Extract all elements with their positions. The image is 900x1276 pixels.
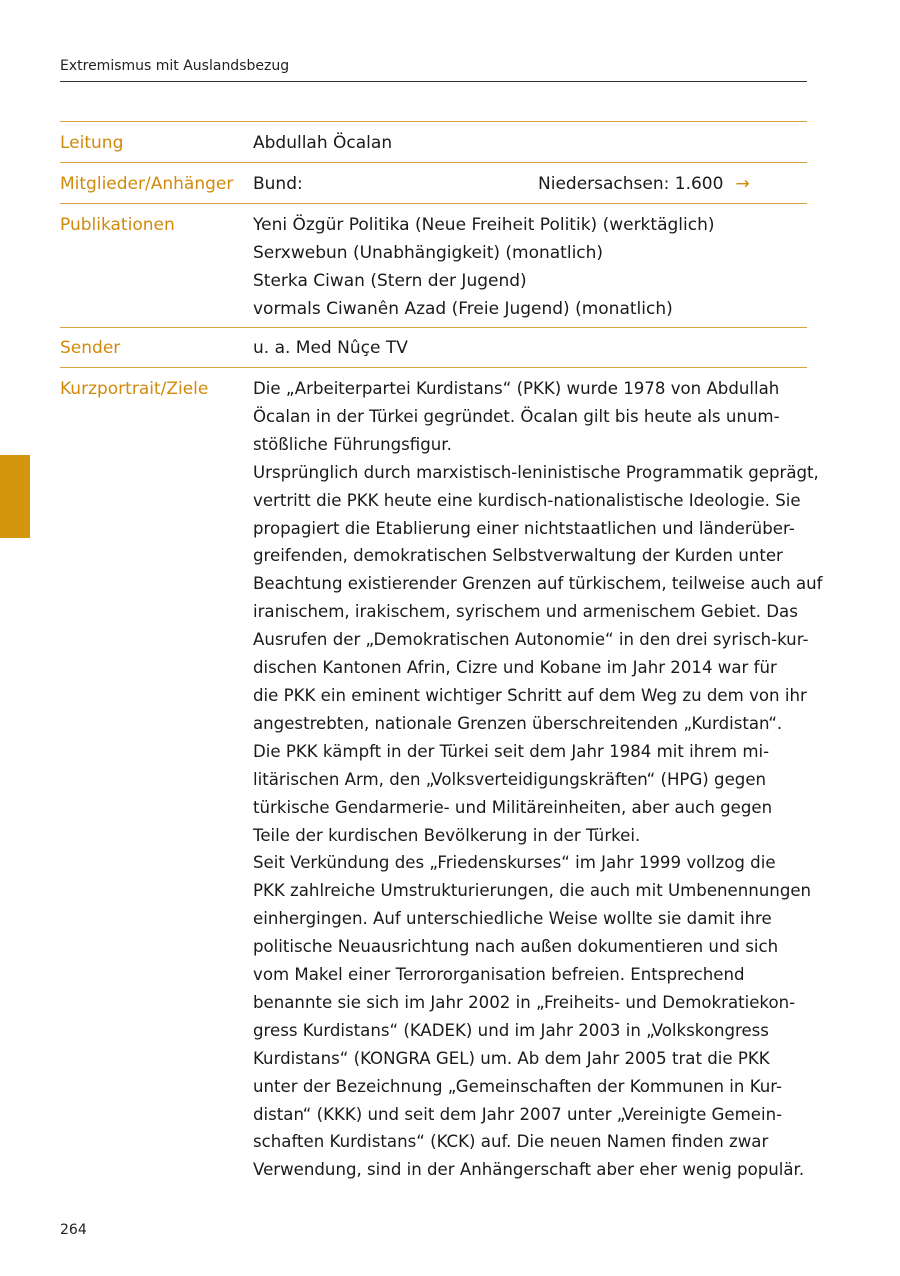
text-line: greifenden, demokratischen Selbstverwaltung der Kurden unter [253, 546, 783, 566]
publication-item: vormals Ciwanên Azad (Freie Jugend) (monatlich) [253, 299, 673, 319]
text-line: vom Makel einer Terrororganisation befreien. Entsprechend [253, 965, 745, 985]
label-sender: Sender [60, 338, 121, 358]
label-mitglieder: Mitglieder/Anhänger [60, 174, 234, 194]
organization-profile-table [60, 121, 823, 1184]
text-line: stößliche Führungsfigur. [253, 434, 452, 454]
text-line: Seit Verkündung des „Friedenskurses“ im Jahr 1999 vollzog die [253, 853, 776, 873]
text-line: Kurdistans“ (KONGRA GEL) um. Ab dem Jahr 2005 trat die PKK [253, 1048, 770, 1068]
header-divider [60, 81, 807, 82]
niedersachsen-count: Niedersachsen: 1.600 [538, 174, 724, 194]
value-sender: u. a. Med Nûçe TV [253, 338, 408, 358]
text-line: Ursprünglich durch marxistisch-leninistische Programmatik geprägt, [253, 462, 819, 482]
text-line: distan“ (KKK) und seit dem Jahr 2007 unter „Vereinigte Gemein- [253, 1104, 783, 1124]
value-mitglieder [253, 163, 807, 203]
text-line: Ausrufen der „Demokratischen Autonomie“ in den drei syrisch-kur- [253, 630, 809, 650]
text-line: Die „Arbeiterpartei Kurdistans“ (PKK) wurde 1978 von Abdullah [253, 379, 780, 398]
text-line: die PKK ein eminent wichtiger Schritt auf dem Weg zu dem von ihr [253, 685, 807, 705]
label-leitung: Leitung [60, 133, 124, 153]
publication-item: Sterka Ciwan (Stern der Jugend) [253, 271, 527, 291]
chapter-marker-tab [0, 455, 30, 538]
row-leitung [60, 121, 807, 162]
row-kurzportrait [60, 367, 823, 1184]
bund-count: Bund: [253, 174, 303, 194]
value-kurzportrait [253, 368, 823, 1184]
text-line: PKK zahlreiche Umstrukturierungen, die auch mit Umbenennungen [253, 881, 812, 901]
value-leitung: Abdullah Öcalan [253, 133, 393, 153]
text-line: benannte sie sich im Jahr 2002 in „Freiheits- und Demokratiekon- [253, 992, 796, 1012]
text-line: Beachtung existierender Grenzen auf türkischem, teilweise auch auf [253, 574, 823, 594]
text-line: angestrebten, nationale Grenzen überschreitenden „Kurdistan“. [253, 713, 783, 733]
text-line: schaften Kurdistans“ (KCK) auf. Die neuen Namen finden zwar [253, 1132, 769, 1152]
publication-item: Yeni Özgür Politika (Neue Freiheit Politik) (werktäglich) [253, 215, 715, 235]
text-line: politische Neuausrichtung nach außen dokumentieren und sich [253, 937, 779, 957]
text-line: Verwendung, sind in der Anhängerschaft aber eher wenig populär. [253, 1160, 805, 1180]
publication-item: Serxwebun (Unabhängigkeit) (monatlich) [253, 243, 604, 263]
text-line: vertritt die PKK heute eine kurdisch-nationalistische Ideologie. Sie [253, 490, 801, 510]
text-line: Die PKK kämpft in der Türkei seit dem Jahr 1984 mit ihrem mi- [253, 741, 770, 761]
text-line: iranischem, irakischem, syrischem und armenischem Gebiet. Das [253, 602, 798, 622]
row-mitglieder [60, 162, 807, 203]
row-publikationen [60, 203, 807, 327]
text-line: unter der Bezeichnung „Gemeinschaften der Kommunen in Kur- [253, 1076, 783, 1096]
label-kurzportrait: Kurzportrait/Ziele [60, 379, 209, 399]
text-line: türkische Gendarmerie- und Militäreinheiten, aber auch gegen [253, 797, 773, 817]
text-line: litärischen Arm, den „Volksverteidigungskräften“ (HPG) gegen [253, 769, 767, 789]
page-number: 264 [60, 1222, 87, 1238]
value-publikationen [253, 204, 807, 327]
running-header: Extremismus mit Auslandsbezug [60, 58, 290, 74]
arrow-right-icon: → [735, 174, 750, 194]
text-line: Teile der kurdischen Bevölkerung in der Türkei. [253, 825, 641, 845]
text-line: einhergingen. Auf unterschiedliche Weise wollte sie damit ihre [253, 909, 772, 929]
text-line: propagiert die Etablierung einer nichtstaatlichen und länderüber- [253, 518, 795, 538]
label-publikationen: Publikationen [60, 215, 175, 235]
text-line: dischen Kantonen Afrin, Cizre und Kobane im Jahr 2014 war für [253, 658, 777, 678]
row-sender [60, 327, 807, 367]
text-line: gress Kurdistans“ (KADEK) und im Jahr 2003 in „Volkskongress [253, 1020, 769, 1040]
text-line: Öcalan in der Türkei gegründet. Öcalan gilt bis heute als unum- [253, 406, 780, 426]
